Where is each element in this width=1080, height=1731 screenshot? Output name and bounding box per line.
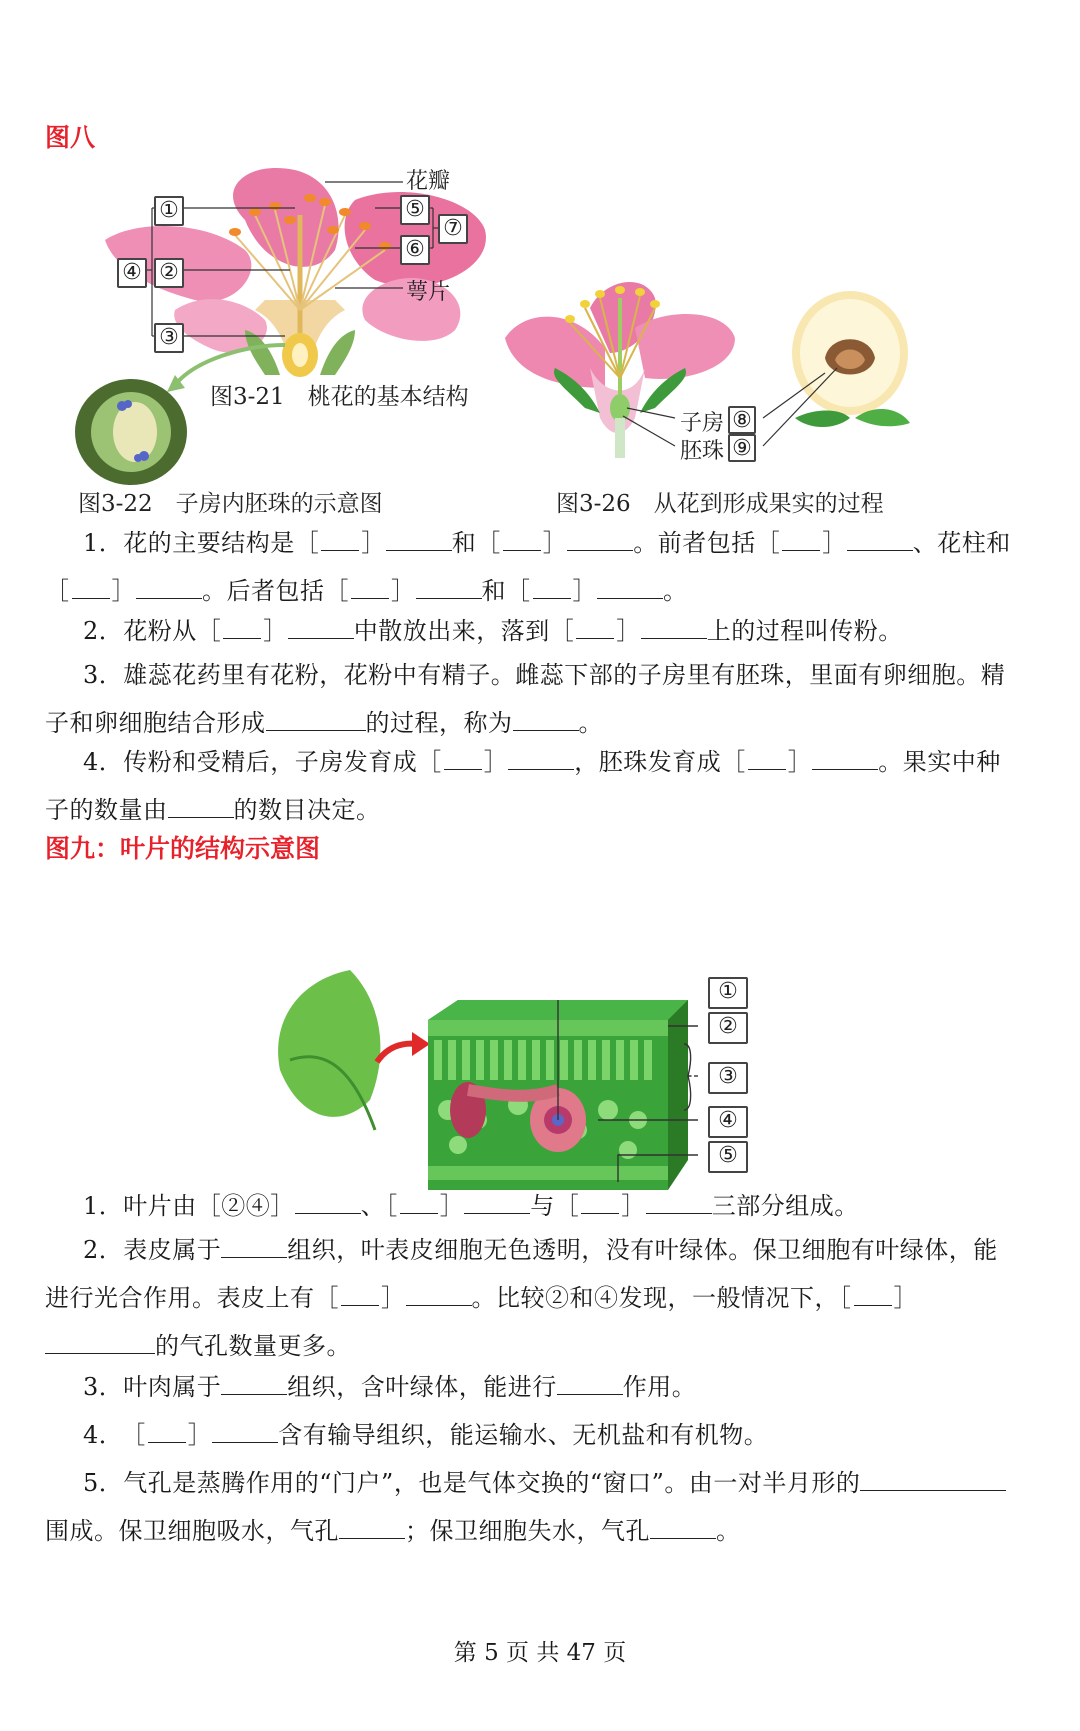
q9-3: 3．叶肉属于 组织，含叶绿体，能进行 作用。: [83, 1373, 697, 1401]
blank[interactable]: [641, 616, 707, 639]
blank[interactable]: [650, 1516, 716, 1539]
blank[interactable]: [576, 616, 614, 639]
q8-4: 4．传粉和受精后，子房发育成［ ］ ，胚珠发育成［ ］ 。果实中种 子的数量由 的数目决定。: [45, 748, 1001, 824]
section8-heading: 图八: [45, 123, 96, 152]
blank[interactable]: [386, 528, 452, 551]
blank[interactable]: [646, 1191, 712, 1214]
ovary-label: 子房: [680, 411, 725, 436]
blank[interactable]: [266, 708, 366, 731]
blank[interactable]: [136, 576, 202, 599]
fig322-caption: 图3-22 子房内胚珠的示意图: [78, 491, 383, 517]
blank[interactable]: [221, 1372, 287, 1395]
leaf-label-1: ①: [708, 977, 748, 1009]
blank[interactable]: [782, 528, 820, 551]
page-number: 第 5 页 共 47 页: [453, 1640, 627, 1666]
leaf-label-3: ③: [708, 1062, 748, 1094]
blank[interactable]: [533, 576, 571, 599]
blank[interactable]: [72, 576, 110, 599]
leaf-cross-section: [418, 1000, 698, 1200]
leaf-label-4: ④: [708, 1106, 748, 1138]
blank[interactable]: [223, 616, 261, 639]
blank[interactable]: [339, 1516, 405, 1539]
fruit-label-8: ⑧: [728, 406, 756, 434]
blank[interactable]: [557, 1372, 623, 1395]
blank[interactable]: [351, 576, 389, 599]
q9-2: 2．表皮属于 组织，叶表皮细胞无色透明，没有叶绿体。保卫细胞有叶绿体，能 进行光合作用。表皮上有［ ］ 。比较②和④发现，一般情况下，［ ］ 的气孔数量更多。: [45, 1236, 998, 1360]
blank[interactable]: [748, 747, 786, 770]
flower-label-4: ④: [117, 258, 147, 288]
blank[interactable]: [148, 1420, 186, 1443]
q8-3: 3．雄蕊花药里有花粉，花粉中有精子。雌蕊下部的子房里有胚珠，里面有卵细胞。精 子和卵细胞结合形成 的过程，称为 。: [45, 661, 1006, 737]
flower-label-2: ②: [154, 258, 184, 288]
blank[interactable]: [567, 528, 633, 551]
blank[interactable]: [321, 528, 359, 551]
blank[interactable]: [812, 747, 878, 770]
sepal-label: 萼片: [406, 280, 451, 305]
q8-2: 2．花粉从［ ］ 中散放出来，落到［ ］ 上的过程叫传粉。: [83, 617, 903, 645]
blank[interactable]: [295, 1191, 361, 1214]
blank[interactable]: [860, 1468, 1006, 1491]
blank[interactable]: [444, 747, 482, 770]
leaf-label-5: ⑤: [708, 1141, 748, 1173]
blank[interactable]: [847, 528, 913, 551]
blank[interactable]: [508, 747, 574, 770]
blank[interactable]: [168, 795, 234, 818]
q9-1: 1．叶片由［②④］ 、［ ］ 与［ ］ 三部分组成。: [83, 1192, 859, 1220]
q9-4: 4． ［ ］ 含有输导组织，能运输水、无机盐和有机物。: [83, 1421, 769, 1449]
flower-label-3: ③: [154, 323, 184, 353]
fruit-label-9: ⑨: [728, 434, 756, 462]
blank[interactable]: [212, 1420, 278, 1443]
flower-label-1: ①: [154, 196, 184, 226]
blank[interactable]: [416, 576, 482, 599]
blank[interactable]: [464, 1191, 530, 1214]
blank[interactable]: [288, 616, 354, 639]
flower-label-6: ⑥: [400, 235, 430, 265]
fig321-caption: 图3-21 桃花的基本结构: [210, 384, 469, 410]
blank[interactable]: [581, 1191, 619, 1214]
ovule-label: 胚珠: [680, 439, 725, 464]
fig326-caption: 图3-26 从花到形成果实的过程: [556, 491, 884, 517]
petal-label: 花瓣: [406, 169, 451, 194]
blank[interactable]: [597, 576, 663, 599]
section9-heading: 图九：叶片的结构示意图: [45, 834, 321, 863]
q8-1: 1．花的主要结构是［ ］ 和［ ］ 。前者包括［ ］ 、花柱和 ［ ］ 。后者包括［ ］ 和［ ］ 。: [45, 529, 1011, 605]
flower-label-7: ⑦: [438, 214, 468, 244]
blank[interactable]: [45, 1331, 155, 1354]
leaf-label-2: ②: [708, 1012, 748, 1044]
blank[interactable]: [341, 1283, 379, 1306]
blank[interactable]: [400, 1191, 438, 1214]
blank[interactable]: [513, 708, 579, 731]
ovule-diagram: [72, 376, 190, 488]
flower-label-5: ⑤: [400, 195, 430, 225]
q9-5: 5．气孔是蒸腾作用的“门户”，也是气体交换的“窗口”。由一对半月形的 围成。保卫细胞吸水，气孔 ；保卫细胞失水，气孔 。: [45, 1459, 1035, 1555]
blank[interactable]: [854, 1283, 892, 1306]
blank[interactable]: [503, 528, 541, 551]
blank[interactable]: [406, 1283, 472, 1306]
blank[interactable]: [221, 1235, 287, 1258]
